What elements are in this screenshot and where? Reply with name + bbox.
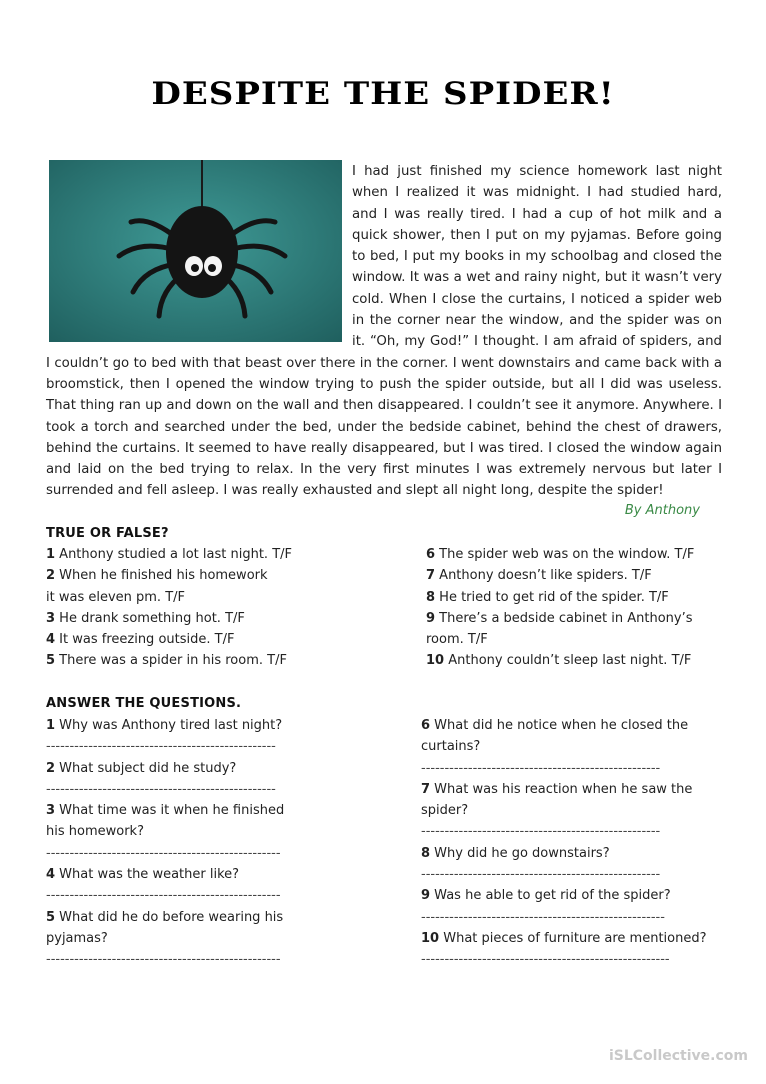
tf-item: 5 There was a spider in his room. T/F	[46, 653, 287, 669]
tf-item: 6 The spider web was on the window. T/F	[426, 547, 695, 562]
question-item: 9 Was he able to get rid of the spider?	[421, 888, 671, 904]
answer-line[interactable]: ----------------------------------------------------	[421, 909, 665, 925]
story-byline: By Anthony	[624, 503, 700, 518]
questions-left-column	[46, 715, 346, 971]
answer-line[interactable]: --------------------------------------------------	[46, 888, 281, 904]
image-float-spacer	[46, 161, 352, 351]
tf-item: 10 Anthony couldn’t sleep last night. T/F	[426, 653, 692, 669]
tf-item: 1 Anthony studied a lot last night. T/F	[46, 547, 292, 562]
tf-item: 7 Anthony doesn’t like spiders. T/F	[426, 568, 652, 584]
true-false-right-column	[426, 544, 736, 672]
answer-line[interactable]: ---------------------------------------------------	[421, 760, 661, 776]
answer-line[interactable]: -----------------------------------------------------	[421, 952, 670, 968]
tf-item-continuation: room. T/F	[426, 632, 488, 648]
question-item: 5 What did he do before wearing his	[46, 909, 284, 925]
question-item: 3 What time was it when he finished	[46, 803, 285, 819]
tf-item: 3 He drank something hot. T/F	[46, 610, 245, 626]
tf-item: 8 He tried to get rid of the spider. T/F	[426, 589, 669, 605]
question-item: 4 What was the weather like?	[46, 867, 240, 883]
answer-line[interactable]: ---------------------------------------------------	[421, 824, 661, 840]
true-false-heading: TRUE OR FALSE?	[46, 526, 169, 541]
answer-line[interactable]: --------------------------------------------------	[46, 952, 281, 968]
answer-questions-heading: ANSWER THE QUESTIONS.	[46, 696, 242, 711]
worksheet-title: DESPITE THE SPIDER!	[151, 75, 615, 113]
question-continuation: pyjamas?	[46, 930, 108, 946]
answer-line[interactable]: --------------------------------------------------	[46, 845, 281, 861]
tf-item: 4 It was freezing outside. T/F	[46, 632, 235, 648]
answer-line[interactable]: -------------------------------------------------	[46, 781, 276, 797]
tf-item: 9 There’s a bedside cabinet in Anthony’s	[426, 610, 693, 626]
true-false-left-column	[46, 544, 376, 672]
answer-line[interactable]: -------------------------------------------------	[46, 739, 276, 755]
question-item: 2 What subject did he study?	[46, 760, 237, 776]
watermark-footer: iSLCollective.com	[608, 1048, 748, 1064]
tf-item: 2 When he finished his homework	[46, 568, 268, 584]
question-continuation: his homework?	[46, 824, 144, 840]
tf-item-continuation: it was eleven pm. T/F	[46, 589, 185, 605]
question-item: 6 What did he notice when he closed the	[421, 718, 689, 733]
question-item: 1 Why was Anthony tired last night?	[46, 718, 283, 733]
story-text: I had just finished my science homework last night when I realized it was midnight. I had studied hard, and I was really tired. I had a cup of hot milk and a quick shower, then I put on my pyjamas. Before going to bed, I put my books in my schoolbag and closed the window. It was a wet and rainy night, but it wasn’t very cold. When I close the curtains, I noticed a spider web in the corner near the window, and the spider was on it. “Oh, my God!” I thought. I am afraid of spiders, and I couldn’t go to bed with that beast over there in the corner. I went downstairs and came back with a broomstick, then I opened the window trying to push the spider outside, but all I did was useless. That thing ran up and down on the wall and then disappeared. I couldn’t see it anymore. Anywhere. I took a torch and searched under the bed, under the bedside cabinet, behind the chest of drawers, behind the curtains. It seemed to have really disappeared, but I was tired. I closed the window again and laid on the bed trying to relax. In the very first minutes I was extremely nervous but later I surrended and fell asleep. I was really exhausted and slept all night long, despite the spider!	[46, 164, 722, 499]
question-continuation: curtains?	[421, 739, 481, 755]
questions-right-column	[421, 715, 731, 971]
answer-line[interactable]: ---------------------------------------------------	[421, 867, 661, 883]
question-item: 8 Why did he go downstairs?	[421, 845, 610, 861]
story-paragraph	[46, 161, 722, 502]
question-item: 10 What pieces of furniture are mentioned?	[421, 930, 707, 946]
question-continuation: spider?	[421, 803, 469, 819]
question-item: 7 What was his reaction when he saw the	[421, 781, 693, 797]
